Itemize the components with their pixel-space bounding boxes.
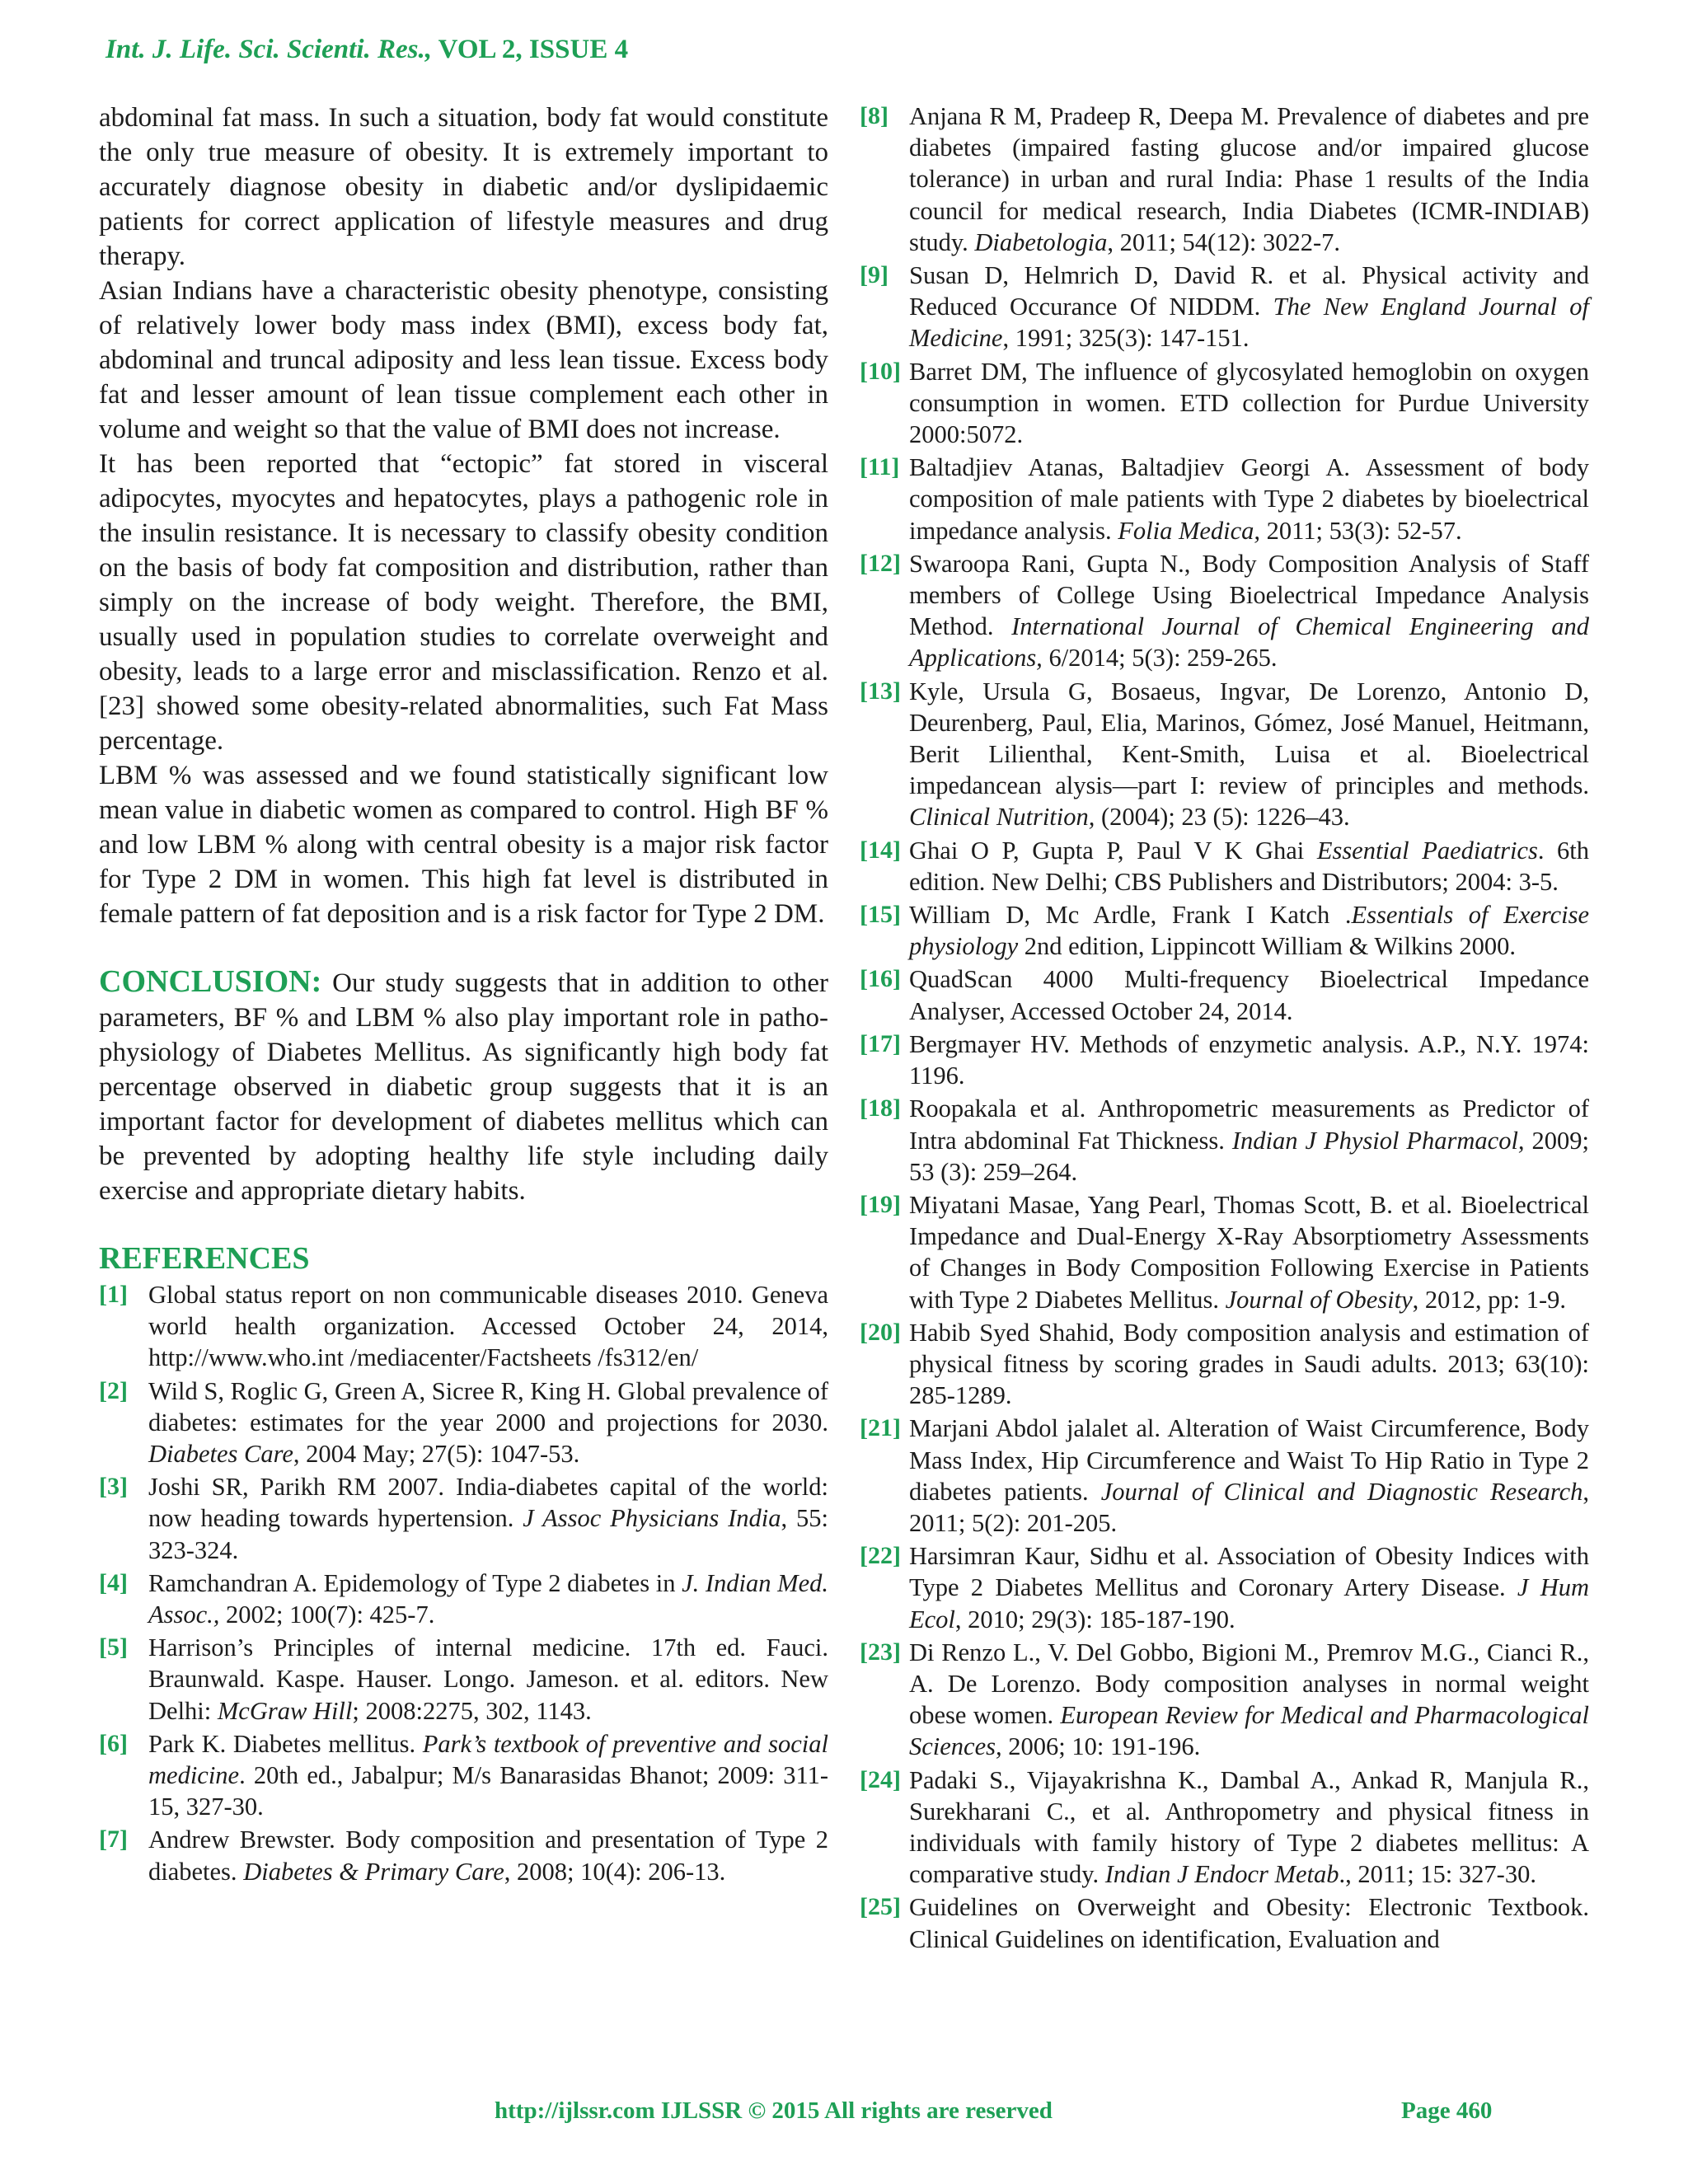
reference-item bbox=[860, 835, 1589, 898]
reference-item bbox=[860, 1317, 1589, 1412]
reference-text bbox=[909, 963, 1589, 1026]
reference-item bbox=[860, 963, 1589, 1026]
reference-text-main: Susan D, Helmrich D, David R. et al. Physical activity and Reduced Occurance Of NIDDM. bbox=[909, 261, 1589, 321]
reference-text-main: Barret DM, The influence of glycosylated hemoglobin on oxygen consumption in women. ETD collection for Purdue University 2000:5072. bbox=[909, 357, 1589, 449]
conclusion-heading: CONCLUSION: bbox=[99, 964, 322, 999]
reference-item bbox=[860, 899, 1589, 962]
reference-text-main: Park K. Diabetes mellitus. bbox=[148, 1729, 423, 1758]
reference-number: [6] bbox=[99, 1729, 128, 1757]
reference-text bbox=[909, 676, 1589, 833]
reference-text bbox=[148, 1279, 828, 1374]
reference-source: J Hum Ecol bbox=[909, 1573, 1589, 1633]
reference-text-tail: 2009; 53 (3): 259–264. bbox=[909, 1126, 1589, 1186]
reference-text bbox=[909, 548, 1589, 674]
conclusion-paragraph bbox=[99, 964, 828, 1208]
page-number: Page 460 bbox=[1401, 2097, 1493, 2124]
reference-text-tail: , 2010; 29(3): 185-187-190. bbox=[954, 1605, 1236, 1633]
reference-source: Park’s textbook of preventive and social medicine bbox=[148, 1729, 828, 1790]
reference-item bbox=[860, 1891, 1589, 1954]
reference-item bbox=[860, 260, 1589, 354]
reference-item bbox=[860, 1637, 1589, 1763]
reference-text-tail: (2004); 23 (5): 1226–43. bbox=[1095, 803, 1350, 832]
reference-number: [23] bbox=[860, 1638, 901, 1666]
spacer bbox=[99, 1208, 828, 1240]
reference-number: [25] bbox=[860, 1893, 901, 1921]
reference-text bbox=[909, 452, 1589, 546]
reference-text-main: Joshi SR, Parikh RM 2007. India-diabetes capital of the world: now heading towards hypertension. bbox=[148, 1473, 828, 1533]
reference-text-main: Harrison’s Principles of internal medicine. 17th ed. Fauci. Braunwald. Kaspe. Hauser. Longo. Jameson. et al. editors. New Delhi: bbox=[148, 1633, 828, 1725]
reference-text bbox=[909, 899, 1589, 962]
reference-item bbox=[860, 356, 1589, 451]
running-head bbox=[106, 35, 628, 65]
reference-number: [12] bbox=[860, 549, 901, 577]
reference-text bbox=[909, 835, 1589, 898]
spacer bbox=[99, 931, 828, 964]
reference-text-tail: 2011; 53(3): 52-57. bbox=[1260, 516, 1462, 545]
reference-text-tail: , 2011; 5(2): 201-205. bbox=[909, 1477, 1590, 1537]
reference-text-main: Miyatani Masae, Yang Pearl, Thomas Scott, B. et al. Bioelectrical Impedance and Dual-Energy X-Ray Absorptiometry Assessments of Changes in Body Composition Following Exercise in Patients with Type 2 Diabetes Mellitus. bbox=[909, 1190, 1589, 1314]
reference-number: [11] bbox=[860, 453, 900, 481]
reference-source: European Review for Medical and Pharmacological Sciences, bbox=[909, 1701, 1590, 1761]
reference-source: Diabetes Care bbox=[148, 1440, 293, 1469]
reference-item bbox=[860, 1765, 1589, 1891]
reference-text bbox=[148, 1471, 828, 1566]
reference-text bbox=[909, 1029, 1589, 1091]
reference-text-tail: , 2008; 10(4): 206-13. bbox=[504, 1857, 726, 1886]
reference-number: [5] bbox=[99, 1633, 128, 1661]
reference-text-main: Baltadjiev Atanas, Baltadjiev Georgi A. Assessment of body composition of male patients with Type 2 diabetes by bioelectrical impedance analysis. bbox=[909, 453, 1589, 545]
reference-source: Clinical Nutrition, bbox=[909, 803, 1095, 832]
reference-text-tail: , 2011; 54(12): 3022-7. bbox=[1107, 227, 1341, 256]
reference-text-tail: 2nd edition, Lippincott William & Wilkins 2000. bbox=[1018, 932, 1517, 961]
reference-source: Diabetes & Primary Care bbox=[243, 1857, 504, 1886]
body-paragraph-1: abdominal fat mass. In such a situation, body fat would constitute the only true measure of obesity. It is extremely important to accurately diagnose obesity in diabetic and/or dyslipidaemic patients for correct application of lifestyle measures and drug therapy. bbox=[99, 103, 828, 271]
reference-item bbox=[860, 1413, 1589, 1539]
reference-source: The New England Journal of Medicine bbox=[909, 293, 1589, 353]
reference-text bbox=[909, 1189, 1589, 1315]
reference-text bbox=[909, 1317, 1589, 1412]
reference-text-main: Bergmayer HV. Methods of enzymetic analysis. A.P., N.Y. 1974: 1196. bbox=[909, 1029, 1589, 1090]
reference-text-main: Roopakala et al. Anthropometric measurements as Predictor of Intra abdominal Fat Thickness. bbox=[909, 1094, 1589, 1155]
reference-number: [3] bbox=[99, 1473, 128, 1501]
reference-text bbox=[148, 1376, 828, 1470]
reference-text-tail: 6/2014; 5(3): 259-265. bbox=[1042, 644, 1278, 673]
reference-text bbox=[909, 1891, 1589, 1954]
reference-text-tail: , 2012, pp: 1-9. bbox=[1412, 1285, 1567, 1314]
reference-text-main: Ghai O P, Gupta P, Paul V K Ghai bbox=[909, 836, 1317, 865]
reference-item bbox=[860, 1540, 1589, 1635]
reference-item bbox=[860, 1029, 1589, 1091]
reference-source: Indian J Endocr Metab bbox=[1104, 1860, 1339, 1889]
reference-text-tail: , 55: 323-324. bbox=[148, 1504, 828, 1564]
reference-text-tail: , 1991; 325(3): 147-151. bbox=[1002, 324, 1250, 353]
reference-number: [22] bbox=[860, 1542, 901, 1570]
reference-text-main: Guidelines on Overweight and Obesity: Electronic Textbook. Clinical Guidelines on identification, Evaluation and bbox=[909, 1893, 1589, 1953]
reference-number: [15] bbox=[860, 901, 901, 929]
reference-text-tail: ; 2008:2275, 302, 1143. bbox=[352, 1696, 592, 1725]
reference-item bbox=[860, 676, 1589, 833]
footer-copyright: http://ijlssr.com IJLSSR © 2015 All rights are reserved bbox=[495, 2097, 1053, 2124]
reference-item bbox=[99, 1728, 828, 1823]
conclusion-text: Our study suggests that in addition to other parameters, BF % and LBM % also play important role in patho-physiology of Diabetes Mellitus. As significantly high body fat percentage observed in diabetic group suggests that it is an important factor for development of diabetes mellitus which can be prevented by adopting healthy life style including daily exercise and appropriate dietary habits. bbox=[99, 968, 828, 1206]
reference-item bbox=[99, 1632, 828, 1727]
right-column bbox=[860, 101, 1589, 1955]
reference-list-right bbox=[860, 101, 1589, 1955]
reference-number: [7] bbox=[99, 1825, 128, 1854]
reference-text-tail: , 2004 May; 27(5): 1047-53. bbox=[293, 1440, 580, 1469]
reference-item bbox=[860, 101, 1589, 258]
reference-source: J Assoc Physicians India bbox=[523, 1504, 781, 1533]
reference-text bbox=[909, 1093, 1589, 1188]
reference-text-main: Harsimran Kaur, Sidhu et al. Association of Obesity Indices with Type 2 Diabetes Mellitus and Coronary Artery Disease. bbox=[909, 1542, 1589, 1602]
reference-text-main: Habib Syed Shahid, Body composition analysis and estimation of physical fitness by scoring grades in Saudi adults. 2013; 63(10): 285-1289. bbox=[909, 1318, 1589, 1410]
reference-number: [10] bbox=[860, 357, 901, 385]
reference-text bbox=[148, 1728, 828, 1823]
reference-text bbox=[909, 1637, 1589, 1763]
reference-text-tail: 2006; 10: 191-196. bbox=[1001, 1732, 1201, 1761]
left-column bbox=[99, 101, 828, 1887]
reference-number: [8] bbox=[860, 102, 889, 129]
reference-text-main: Wild S, Roglic G, Green A, Sicree R, King H. Global prevalence of diabetes: estimates for the year 2000 and projections for 2030. bbox=[148, 1376, 828, 1436]
reference-item bbox=[99, 1279, 828, 1374]
reference-text-tail: ., 2011; 15: 327-30. bbox=[1339, 1860, 1536, 1889]
reference-item bbox=[860, 548, 1589, 674]
reference-item bbox=[99, 1824, 828, 1886]
reference-number: [19] bbox=[860, 1190, 901, 1218]
reference-text bbox=[148, 1824, 828, 1886]
reference-text-main: Swaroopa Rani, Gupta N., Body Composition Analysis of Staff members of College Using Bioelectrical Impedance Analysis Method. bbox=[909, 549, 1589, 641]
reference-text-tail: 2002; 100(7): 425-7. bbox=[219, 1601, 435, 1629]
reference-number: [16] bbox=[860, 965, 901, 993]
reference-text bbox=[909, 101, 1589, 258]
reference-item bbox=[860, 452, 1589, 546]
reference-source: Indian J Physiol Pharmacol, bbox=[1231, 1126, 1525, 1155]
reference-number: [9] bbox=[860, 261, 889, 289]
reference-number: [14] bbox=[860, 836, 901, 864]
reference-text-tail: . 20th ed., Jabalpur; M/s Banarasidas Bhanot; 2009: 311-15, 327-30. bbox=[148, 1761, 828, 1821]
reference-source: McGraw Hill bbox=[217, 1696, 353, 1725]
volume-issue: VOL 2, ISSUE 4 bbox=[438, 35, 629, 64]
reference-text-tail: . 6th edition. New Delhi; CBS Publishers and Distributors; 2004: 3-5. bbox=[909, 836, 1589, 896]
reference-text-main: Di Renzo L., V. Del Gobbo, Bigioni M., Premrov M.G., Cianci R., A. De Lorenzo. Body composition analyses in normal weight obese women. bbox=[909, 1638, 1589, 1730]
reference-item bbox=[860, 1093, 1589, 1188]
reference-text bbox=[909, 1413, 1589, 1539]
reference-item bbox=[99, 1376, 828, 1470]
reference-source: Essentials of Exercise physiology bbox=[909, 901, 1589, 961]
reference-number: [2] bbox=[99, 1376, 128, 1404]
reference-text-main: Global status report on non communicable diseases 2010. Geneva world health organization. Accessed October 24, 2014, http://www.who.int /mediacenter/Factsheets /fs312/en/ bbox=[148, 1281, 828, 1372]
reference-text bbox=[148, 1568, 828, 1630]
reference-source: Journal of Clinical and Diagnostic Research bbox=[1100, 1477, 1583, 1506]
reference-source: J. Indian Med. Assoc., bbox=[148, 1568, 828, 1629]
journal-abbrev: Int. J. Life. Sci. Scienti. Res., bbox=[106, 35, 432, 64]
reference-text-main: William D, Mc Ardle, Frank I Katch . bbox=[909, 901, 1352, 930]
reference-text-main: Marjani Abdol jalalet al. Alteration of Waist Circumference, Body Mass Index, Hip Circumference and Waist To Hip Ratio in Type 2 diabetes patients. bbox=[909, 1414, 1589, 1506]
body-paragraph-2: Asian Indians have a characteristic obesity phenotype, consisting of relatively lower body mass index (BMI), excess body fat, abdominal and truncal adiposity and less lean tissue. Excess body fat and lesser amount of lean tissue complement each other in volume and weight so that the value of BMI does not increase. bbox=[99, 276, 828, 444]
reference-text-main: Padaki S., Vijayakrishna K., Dambal A., Ankad R, Manjula R., Surekharani C., et al. Anthropometry and physical fitness in individuals with family history of Type 2 diabetes mellitus: A comparative study. bbox=[909, 1765, 1589, 1889]
reference-number: [13] bbox=[860, 677, 901, 705]
reference-text bbox=[909, 260, 1589, 354]
reference-number: [18] bbox=[860, 1094, 901, 1122]
reference-text bbox=[909, 1765, 1589, 1891]
reference-number: [1] bbox=[99, 1281, 128, 1308]
reference-list-left bbox=[99, 1279, 828, 1887]
reference-item bbox=[99, 1568, 828, 1630]
reference-text bbox=[909, 356, 1589, 451]
reference-source: International Journal of Chemical Engineering and Applications, bbox=[909, 612, 1589, 673]
reference-item bbox=[860, 1189, 1589, 1315]
reference-text-main: Andrew Brewster. Body composition and presentation of Type 2 diabetes. bbox=[148, 1825, 828, 1886]
reference-text bbox=[909, 1540, 1589, 1635]
reference-text bbox=[148, 1632, 828, 1727]
reference-source: Folia Medica, bbox=[1118, 516, 1261, 545]
reference-source: Journal of Obesity bbox=[1225, 1285, 1413, 1314]
reference-number: [24] bbox=[860, 1765, 901, 1793]
reference-text-main: QuadScan 4000 Multi-frequency Bioelectrical Impedance Analyser, Accessed October 24, 2014. bbox=[909, 965, 1589, 1025]
reference-number: [20] bbox=[860, 1318, 901, 1346]
reference-number: [17] bbox=[860, 1029, 901, 1057]
reference-text-main: Kyle, Ursula G, Bosaeus, Ingvar, De Lorenzo, Antonio D, Deurenberg, Paul, Elia, Marinos, Gómez, José Manuel, Heitmann, Berit Lilienthal, Kent-Smith, Luisa et al. Bioelectrical impedancean alysis—part I: review of principles and methods. bbox=[909, 677, 1589, 800]
reference-text-main: Anjana R M, Pradeep R, Deepa M. Prevalence of diabetes and pre diabetes (impaired fasting glucose and/or impaired glucose tolerance) in urban and rural India: Phase 1 results of the India council for medical research, India Diabetes (ICMR-INDIAB) study. bbox=[909, 102, 1589, 256]
reference-text-main: Ramchandran A. Epidemology of Type 2 diabetes in bbox=[148, 1568, 682, 1597]
reference-source: Diabetologia bbox=[974, 227, 1108, 256]
body-paragraph-3: It has been reported that “ectopic” fat stored in visceral adipocytes, myocytes and hepatocytes, plays a pathogenic role in the insulin resistance. It is necessary to classify obesity condition on the basis of body fat composition and distribution, rather than simply on the increase of body weight. Therefore, the BMI, usually used in population studies to correlate overweight and obesity, leads to a large error and misclassification. Renzo et al. [23] showed some obesity-related abnormalities, such Fat Mass percentage. bbox=[99, 449, 828, 756]
reference-number: [4] bbox=[99, 1568, 128, 1596]
reference-number: [21] bbox=[860, 1414, 901, 1442]
reference-source: Essential Paediatrics bbox=[1316, 836, 1538, 865]
references-heading: REFERENCES bbox=[99, 1241, 310, 1276]
reference-item bbox=[99, 1471, 828, 1566]
body-paragraph-4: LBM % was assessed and we found statistically significant low mean value in diabetic women as compared to control. High BF % and low LBM % along with central obesity is a major risk factor for Type 2 DM in women. This high fat level is distributed in female pattern of fat deposition and is a risk factor for Type 2 DM. bbox=[99, 761, 828, 929]
